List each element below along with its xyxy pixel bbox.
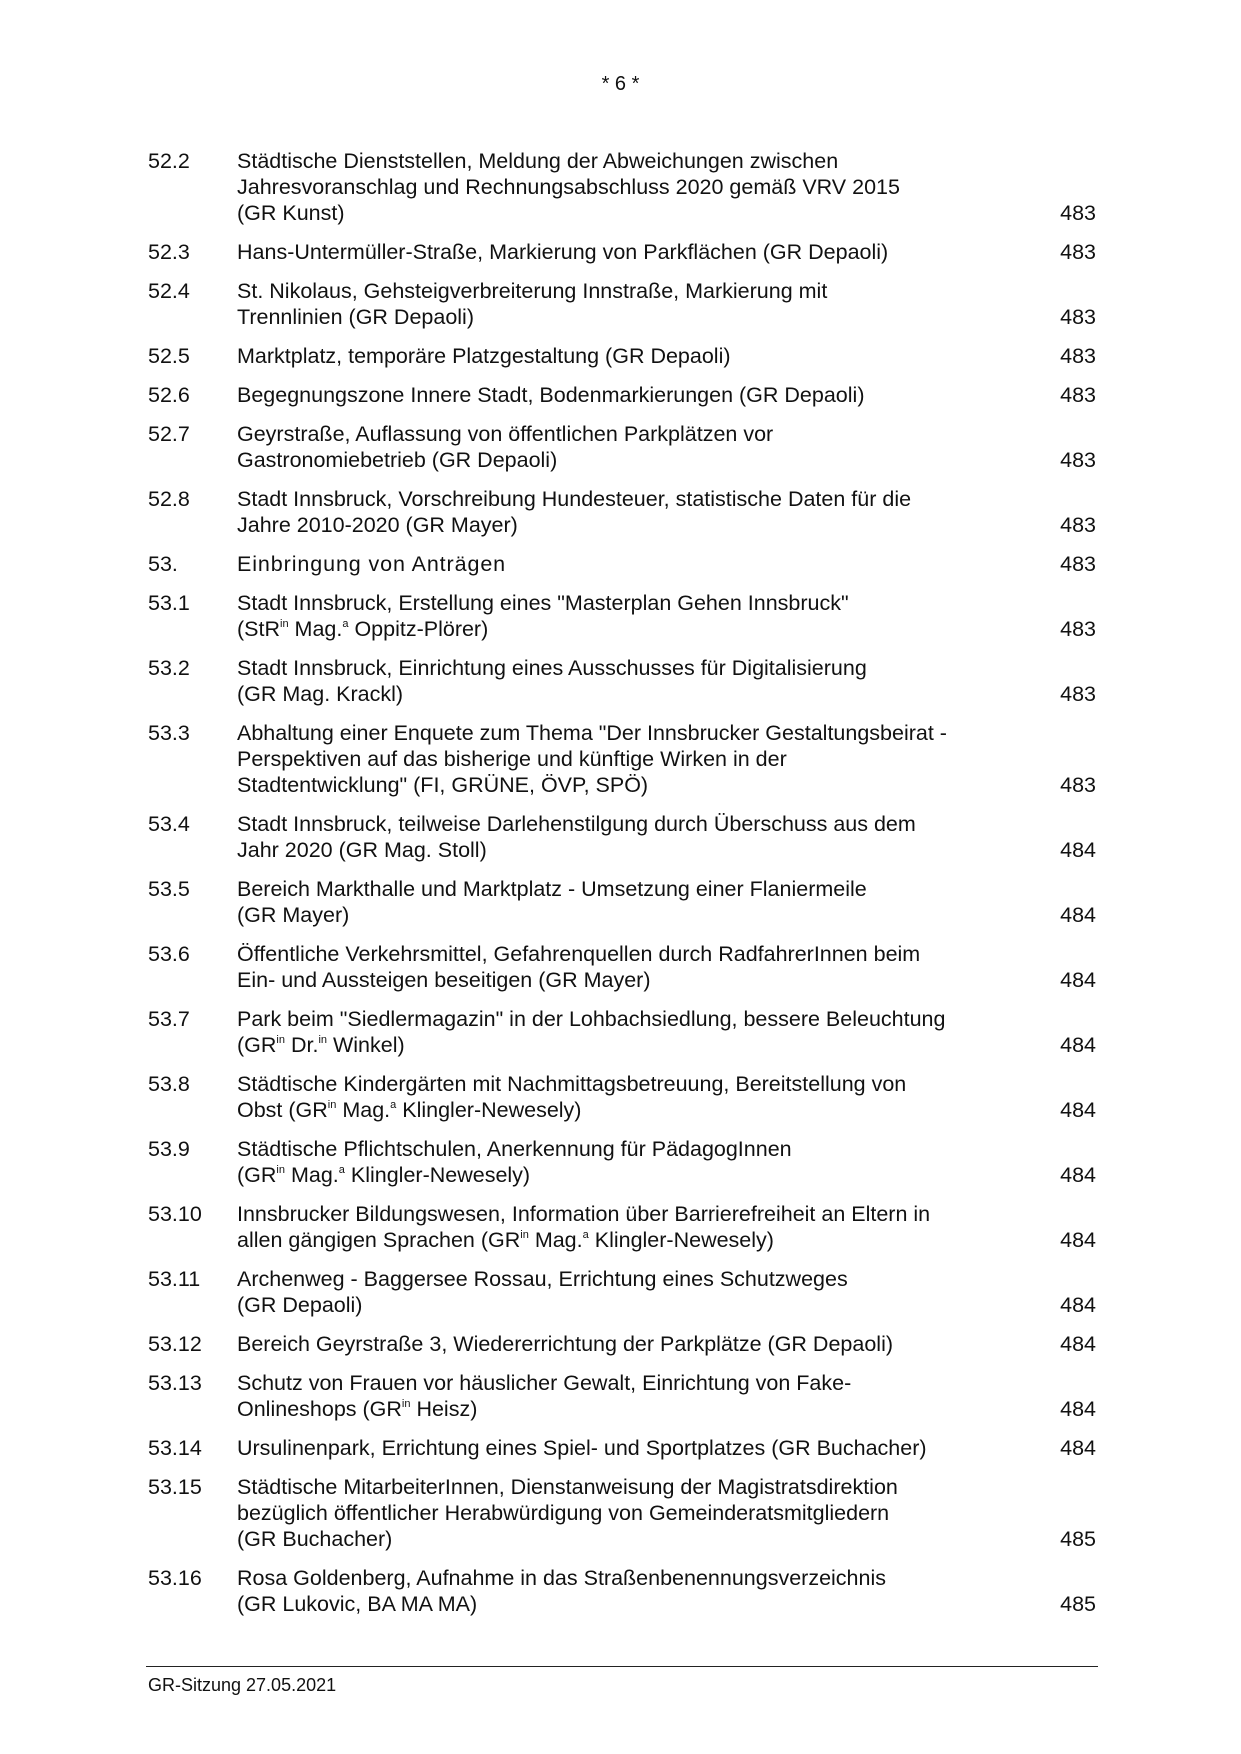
toc-entry-page: 485 xyxy=(1060,1592,1096,1616)
toc-entry xyxy=(148,343,1096,369)
title-text: Städtische MitarbeiterInnen, Dienstanweisung der Magistratsdirektion xyxy=(237,1475,898,1499)
toc-entry-page: 483 xyxy=(1060,240,1096,264)
toc-entry-page: 483 xyxy=(1060,773,1096,797)
toc-entry-title-line xyxy=(237,486,1024,512)
toc-entry xyxy=(148,1435,1096,1461)
toc-entry-title-line xyxy=(237,590,1024,616)
title-text: Abhaltung einer Enquete zum Thema "Der Innsbrucker Gestaltungsbeirat - xyxy=(237,721,947,745)
toc-entry xyxy=(148,720,1096,798)
title-superscript: a xyxy=(390,1098,397,1111)
toc-entry-title xyxy=(237,1071,1054,1123)
toc-entry xyxy=(148,1370,1096,1422)
toc-entry-title xyxy=(237,590,1054,642)
title-text: Park beim "Siedlermagazin" in der Lohbachsiedlung, bessere Beleuchtung xyxy=(237,1007,946,1031)
toc-entry-title-line xyxy=(237,1292,1024,1318)
title-text: (GR xyxy=(237,1163,277,1187)
toc-entry-title-line xyxy=(237,512,1024,538)
toc-entry-title-line xyxy=(237,1331,1024,1357)
toc-entry xyxy=(148,148,1096,226)
title-text: Mag. xyxy=(528,1228,583,1252)
toc-entry-page: 483 xyxy=(1060,448,1096,472)
toc-entry xyxy=(148,421,1096,473)
toc-entry xyxy=(148,1071,1096,1123)
toc-entry-title-line xyxy=(237,1266,1024,1292)
title-text: Bereich Geyrstraße 3, Wiedererrichtung der Parkplätze (GR Depaoli) xyxy=(237,1332,894,1356)
toc-entry-title-line xyxy=(237,1565,1024,1591)
toc-entry-title-line xyxy=(237,1591,1024,1617)
title-text: Klingler-Newesely) xyxy=(344,1163,531,1187)
toc-entry xyxy=(148,1136,1096,1188)
toc-entry-title-line xyxy=(237,811,1024,837)
title-text: (GR Mayer) xyxy=(237,903,350,927)
toc-entry-page: 483 xyxy=(1060,201,1096,225)
toc-entry-title xyxy=(237,148,1054,226)
title-text: Klingler-Newesely) xyxy=(396,1098,582,1122)
toc-entry-page: 483 xyxy=(1060,682,1096,706)
title-text: Jahresvoranschlag und Rechnungsabschluss 2020 gemäß VRV 2015 xyxy=(237,175,900,199)
toc-entry-title xyxy=(237,1201,1054,1253)
title-text: Gastronomiebetrieb (GR Depaoli) xyxy=(237,448,558,472)
toc-entry-title-line xyxy=(237,304,1024,330)
title-superscript: in xyxy=(280,617,289,630)
toc-entry-number: 52.5 xyxy=(148,344,190,368)
toc-entry xyxy=(148,278,1096,330)
toc-entry-title-line xyxy=(237,1370,1024,1396)
title-text: Jahre 2010-2020 (GR Mayer) xyxy=(237,513,518,537)
toc-entry-page: 484 xyxy=(1060,968,1096,992)
title-text: (GR Lukovic, BA MA MA) xyxy=(237,1592,478,1616)
toc-entry-number: 52.7 xyxy=(148,422,190,446)
toc-entry xyxy=(148,590,1096,642)
toc-entry-number: 53.5 xyxy=(148,877,190,901)
title-text: Öffentliche Verkehrsmittel, Gefahrenquellen durch RadfahrerInnen beim xyxy=(237,942,921,966)
toc-entry-number: 52.4 xyxy=(148,279,190,303)
toc-entry-page: 484 xyxy=(1060,1228,1096,1252)
toc-entry xyxy=(148,239,1096,265)
title-text: Geyrstraße, Auflassung von öffentlichen Parkplätzen vor xyxy=(237,422,774,446)
title-text: (GR Kunst) xyxy=(237,201,345,225)
title-text: Stadt Innsbruck, Erstellung eines "Masterplan Gehen Innsbruck" xyxy=(237,591,849,615)
title-text: Städtische Pflichtschulen, Anerkennung für PädagogInnen xyxy=(237,1137,792,1161)
toc-entry-title-line xyxy=(237,655,1024,681)
toc-entry-title-line xyxy=(237,1500,1024,1526)
toc-entry-title-line xyxy=(237,278,1024,304)
title-superscript: a xyxy=(342,617,349,630)
toc-entry-title-line xyxy=(237,1136,1024,1162)
toc-entry-page: 484 xyxy=(1060,1397,1096,1421)
toc-entry-title-line xyxy=(237,837,1024,863)
toc-entry-number: 53.13 xyxy=(148,1371,202,1395)
toc-entry-title-line xyxy=(237,967,1024,993)
title-text: Heisz) xyxy=(410,1397,478,1421)
toc-entry-page: 484 xyxy=(1060,1293,1096,1317)
title-text: Marktplatz, temporäre Platzgestaltung (GR Depaoli) xyxy=(237,344,731,368)
toc-entry-title-line xyxy=(237,876,1024,902)
title-text: Rosa Goldenberg, Aufnahme in das Straßenbenennungsverzeichnis xyxy=(237,1566,886,1590)
title-text: Hans-Untermüller-Straße, Markierung von Parkflächen (GR Depaoli) xyxy=(237,240,889,264)
toc-entry-title xyxy=(237,1266,1054,1318)
toc-entry-title-line xyxy=(237,1526,1024,1552)
toc-entry-title-line xyxy=(237,1396,1024,1422)
toc-entry-title-line xyxy=(237,1071,1024,1097)
title-text: Innsbrucker Bildungswesen, Information über Barrierefreiheit an Eltern in xyxy=(237,1202,931,1226)
toc-entry-page: 483 xyxy=(1060,552,1096,576)
toc-entry xyxy=(148,1006,1096,1058)
toc-entry-title-line xyxy=(237,1097,1024,1123)
title-text: Oppitz-Plörer) xyxy=(348,617,489,641)
toc-entry-number: 53.9 xyxy=(148,1137,190,1161)
toc-entry-title-line xyxy=(237,382,1024,408)
toc-entry-number: 52.8 xyxy=(148,487,190,511)
toc-entry-page: 484 xyxy=(1060,903,1096,927)
toc-entry-title xyxy=(237,1006,1054,1058)
toc-entry-page: 484 xyxy=(1060,1436,1096,1460)
toc-entry xyxy=(148,1201,1096,1253)
toc-entry-title xyxy=(237,1331,1054,1357)
toc-entry-title-line xyxy=(237,1474,1024,1500)
toc-entry-number: 52.2 xyxy=(148,149,190,173)
toc-entry-page: 484 xyxy=(1060,1098,1096,1122)
toc-entry-title xyxy=(237,811,1054,863)
title-superscript: in xyxy=(318,1033,327,1046)
table-of-contents xyxy=(148,148,1096,1630)
toc-entry-title xyxy=(237,876,1054,928)
toc-entry-title xyxy=(237,239,1054,265)
title-text: Dr. xyxy=(284,1033,319,1057)
toc-entry-page: 484 xyxy=(1060,1033,1096,1057)
toc-entry-title-line xyxy=(237,772,1024,798)
toc-entry-title-line xyxy=(237,1201,1024,1227)
title-text: Ein- und Aussteigen beseitigen (GR Mayer) xyxy=(237,968,651,992)
title-text: Stadt Innsbruck, teilweise Darlehenstilgung durch Überschuss aus dem xyxy=(237,812,916,836)
toc-entry-title xyxy=(237,421,1054,473)
toc-entry-title-line xyxy=(237,1162,1024,1188)
toc-entry-title-line xyxy=(237,343,1024,369)
title-text: (GR xyxy=(237,1033,277,1057)
toc-entry-number: 53.2 xyxy=(148,656,190,680)
toc-entry-number: 53.8 xyxy=(148,1072,190,1096)
toc-entry-title xyxy=(237,1474,1054,1552)
toc-entry-title-line xyxy=(237,1032,1024,1058)
toc-entry xyxy=(148,876,1096,928)
title-text: St. Nikolaus, Gehsteigverbreiterung Innstraße, Markierung mit xyxy=(237,279,828,303)
toc-entry xyxy=(148,486,1096,538)
toc-entry-title xyxy=(237,1565,1054,1617)
toc-entry-title xyxy=(237,1136,1054,1188)
toc-entry-title xyxy=(237,343,1054,369)
title-text: Städtische Dienststellen, Meldung der Abweichungen zwischen xyxy=(237,149,839,173)
title-text: (GR Buchacher) xyxy=(237,1527,393,1551)
toc-section-heading xyxy=(148,551,1096,577)
title-superscript: in xyxy=(401,1397,411,1410)
title-text: Winkel) xyxy=(327,1033,405,1057)
toc-entry-title xyxy=(237,486,1054,538)
title-text: allen gängigen Sprachen (GR xyxy=(237,1228,521,1252)
title-text: Archenweg - Baggersee Rossau, Errichtung eines Schutzweges xyxy=(237,1267,848,1291)
title-text: Perspektiven auf das bisherige und künftige Wirken in der xyxy=(237,747,787,771)
title-text: Trennlinien (GR Depaoli) xyxy=(237,305,474,329)
toc-entry-title xyxy=(237,655,1054,707)
toc-entry-number: 53.6 xyxy=(148,942,190,966)
title-superscript: a xyxy=(582,1228,589,1241)
title-text: Städtische Kindergärten mit Nachmittagsbetreuung, Bereitstellung von xyxy=(237,1072,907,1096)
title-text: Mag. xyxy=(336,1098,391,1122)
toc-entry xyxy=(148,1565,1096,1617)
toc-entry-number: 53.3 xyxy=(148,721,190,745)
toc-entry-number: 53.7 xyxy=(148,1007,190,1031)
toc-entry-title-line xyxy=(237,746,1024,772)
toc-entry-title xyxy=(237,1435,1054,1461)
toc-entry-title xyxy=(237,720,1054,798)
title-text: Obst (GR xyxy=(237,1098,328,1122)
title-text: (StR xyxy=(237,617,280,641)
toc-entry-title-line xyxy=(237,239,1024,265)
toc-entry-page: 485 xyxy=(1060,1527,1096,1551)
toc-entry xyxy=(148,1331,1096,1357)
toc-entry-title-line xyxy=(237,902,1024,928)
toc-entry xyxy=(148,941,1096,993)
toc-entry-number: 53.1 xyxy=(148,591,190,615)
toc-entry-title-line xyxy=(237,421,1024,447)
title-superscript: a xyxy=(338,1163,345,1176)
toc-entry-number: 53.12 xyxy=(148,1332,202,1356)
title-text: Stadtentwicklung" (FI, GRÜNE, ÖVP, SPÖ) xyxy=(237,773,649,797)
toc-entry-title-line xyxy=(237,148,1024,174)
toc-entry-title-line xyxy=(237,551,1024,577)
title-superscript: in xyxy=(327,1098,337,1111)
title-superscript: in xyxy=(276,1163,285,1176)
toc-entry xyxy=(148,1474,1096,1552)
title-text: Ursulinenpark, Errichtung eines Spiel- und Sportplatzes (GR Buchacher) xyxy=(237,1436,927,1460)
toc-entry xyxy=(148,811,1096,863)
toc-entry-title-line xyxy=(237,174,1024,200)
toc-entry-title-line xyxy=(237,1435,1024,1461)
toc-entry-title-line xyxy=(237,200,1024,226)
toc-entry-title-line xyxy=(237,1227,1024,1253)
toc-entry-title-line xyxy=(237,941,1024,967)
title-text: Schutz von Frauen vor häuslicher Gewalt, Einrichtung von Fake- xyxy=(237,1371,852,1395)
title-superscript: in xyxy=(276,1033,285,1046)
title-text: (GR Depaoli) xyxy=(237,1293,363,1317)
title-superscript: in xyxy=(520,1228,529,1241)
toc-entry-title xyxy=(237,1370,1054,1422)
toc-entry-page: 483 xyxy=(1060,344,1096,368)
title-text: Begegnungszone Innere Stadt, Bodenmarkierungen (GR Depaoli) xyxy=(237,383,865,407)
toc-entry-title-line xyxy=(237,681,1024,707)
toc-entry-number: 53.15 xyxy=(148,1475,202,1499)
title-text: Onlineshops (GR xyxy=(237,1397,402,1421)
footer-session-date: GR-Sitzung 27.05.2021 xyxy=(148,1675,337,1695)
title-text: Mag. xyxy=(284,1163,339,1187)
toc-entry-page: 483 xyxy=(1060,383,1096,407)
toc-entry xyxy=(148,382,1096,408)
toc-entry-title-line xyxy=(237,1006,1024,1032)
toc-entry-page: 483 xyxy=(1060,513,1096,537)
toc-entry xyxy=(148,655,1096,707)
title-text: Stadt Innsbruck, Vorschreibung Hundesteuer, statistische Daten für die xyxy=(237,487,912,511)
toc-entry-title-line xyxy=(237,720,1024,746)
toc-entry-number: 53. xyxy=(148,552,178,576)
toc-entry-page: 484 xyxy=(1060,1332,1096,1356)
toc-entry-page: 483 xyxy=(1060,617,1096,641)
toc-entry-title xyxy=(237,941,1054,993)
toc-entry xyxy=(148,1266,1096,1318)
toc-entry-number: 52.6 xyxy=(148,383,190,407)
toc-entry-number: 53.4 xyxy=(148,812,190,836)
page-number: * 6 * xyxy=(601,73,640,95)
toc-entry-title-line xyxy=(237,616,1024,642)
toc-entry-title xyxy=(237,551,1054,577)
toc-entry-title-line xyxy=(237,447,1024,473)
footer-divider xyxy=(146,1666,1098,1667)
title-text: Einbringung von Anträgen xyxy=(237,552,507,576)
title-text: Mag. xyxy=(288,617,343,641)
toc-entry-page: 484 xyxy=(1060,838,1096,862)
title-text: Bereich Markthalle und Marktplatz - Umsetzung einer Flaniermeile xyxy=(237,877,867,901)
title-text: bezüglich öffentlicher Herabwürdigung von Gemeinderatsmitgliedern xyxy=(237,1501,890,1525)
toc-entry-page: 484 xyxy=(1060,1163,1096,1187)
toc-entry-number: 53.11 xyxy=(148,1267,201,1291)
toc-entry-number: 53.10 xyxy=(148,1202,202,1226)
title-text: Jahr 2020 (GR Mag. Stoll) xyxy=(237,838,487,862)
title-text: (GR Mag. Krackl) xyxy=(237,682,404,706)
toc-entry-number: 52.3 xyxy=(148,240,190,264)
toc-entry-number: 53.16 xyxy=(148,1566,202,1590)
title-text: Klingler-Newesely) xyxy=(588,1228,774,1252)
toc-entry-title xyxy=(237,382,1054,408)
toc-entry-title xyxy=(237,278,1054,330)
toc-entry-number: 53.14 xyxy=(148,1436,202,1460)
toc-entry-page: 483 xyxy=(1060,305,1096,329)
title-text: Stadt Innsbruck, Einrichtung eines Ausschusses für Digitalisierung xyxy=(237,656,867,680)
